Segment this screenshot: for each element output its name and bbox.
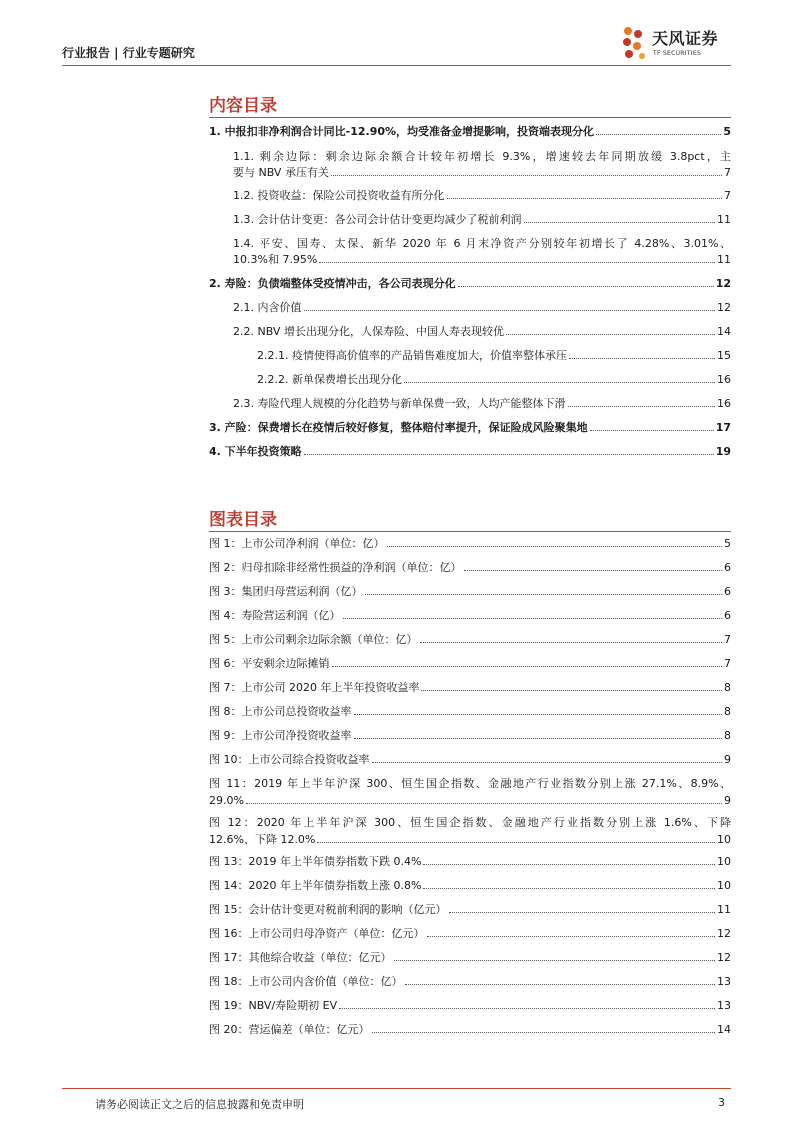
figure-entry-page[interactable]: 10 (717, 833, 731, 846)
toc-entry[interactable] (233, 253, 731, 267)
figure-entry-page[interactable]: 6 (724, 609, 731, 622)
leader-dots (458, 286, 714, 287)
toc-entry-page[interactable]: 16 (717, 373, 731, 386)
toc-entry-line[interactable]: 1.4. 平安、国寿、太保、新华 2020 年 6 月末净资产分别较年初增长了 4.28%、3.01%、 (233, 237, 731, 250)
leader-dots (365, 594, 723, 595)
toc-entry-text[interactable]: 2.3. 寿险代理人规模的分化趋势与新单保费一致，人均产能整体下滑 (233, 397, 566, 410)
figure-entry[interactable] (209, 561, 731, 575)
toc-entry-text[interactable]: 1.3. 会计估计变更：各公司会计估计变更均减少了税前利润 (233, 213, 522, 226)
leader-dots (506, 334, 715, 335)
leader-dots (387, 546, 723, 547)
toc-entry[interactable] (209, 277, 731, 291)
figure-entry-text[interactable]: 图 2：归母扣除非经常性损益的净利润（单位：亿） (209, 561, 462, 574)
toc-entry[interactable] (233, 166, 731, 180)
figure-entry[interactable] (209, 1023, 731, 1037)
toc-entry-text[interactable]: 10.3%和 7.95% (233, 253, 318, 266)
figure-entry[interactable] (209, 951, 731, 965)
toc-entry[interactable] (257, 349, 731, 363)
toc-entry-text[interactable]: 2. 寿险：负债端整体受疫情冲击，各公司表现分化 (209, 277, 456, 290)
figure-entry[interactable] (209, 609, 731, 623)
toc-entry-page[interactable]: 12 (715, 277, 731, 290)
figure-entry-page[interactable]: 8 (724, 705, 731, 718)
leader-dots (590, 430, 714, 431)
leader-dots (304, 454, 714, 455)
leader-dots (464, 570, 723, 571)
figure-entry-text[interactable]: 图 1：上市公司净利润（单位：亿） (209, 537, 385, 550)
leader-dots (405, 984, 716, 985)
figure-entry-text[interactable]: 图 15：会计估计变更对税前利润的影响（亿元） (209, 903, 447, 916)
figure-entry[interactable] (209, 794, 731, 808)
figure-entry-text[interactable]: 图 10：上市公司综合投资收益率 (209, 753, 370, 766)
leader-dots (246, 803, 722, 804)
report-category: 行业报告 | 行业专题研究 (62, 46, 195, 60)
figure-entry-text[interactable]: 12.6%、下降 12.0% (209, 833, 316, 846)
leader-dots (421, 690, 722, 691)
toc-entry-page[interactable]: 7 (724, 189, 731, 202)
leader-dots (332, 666, 723, 667)
figure-entry-page[interactable]: 10 (717, 855, 731, 868)
figure-entry[interactable] (209, 833, 731, 847)
toc-entry[interactable] (209, 125, 731, 139)
figure-entry-text[interactable]: 图 14：2020 年上半年债券指数上涨 0.8% (209, 879, 422, 892)
footer-divider (62, 1088, 731, 1089)
figure-entry[interactable] (209, 753, 731, 767)
figure-entry-page[interactable]: 14 (717, 1023, 731, 1036)
leader-dots (394, 960, 716, 961)
figure-entry-page[interactable]: 8 (724, 681, 731, 694)
toc-entry-text[interactable]: 2.2. NBV 增长出现分化，人保寿险、中国人寿表现较优 (233, 325, 504, 338)
figure-entry[interactable] (209, 879, 731, 893)
toc-entry-page[interactable]: 7 (724, 166, 731, 179)
leader-dots (372, 762, 723, 763)
figure-entry-text[interactable]: 图 3：集团归母营运利润（亿） (209, 585, 363, 598)
leader-dots (339, 1008, 715, 1009)
toc-entry-page[interactable]: 19 (715, 445, 731, 458)
toc-entry-page[interactable]: 12 (717, 301, 731, 314)
toc-title: 内容目录 (209, 96, 277, 116)
leader-dots (304, 310, 716, 311)
figure-entry-page[interactable]: 12 (717, 951, 731, 964)
toc-entry-text[interactable]: 2.2.1. 疫情使得高价值率的产品销售难度加大，价值率整体承压 (257, 349, 567, 362)
figure-entry-page[interactable]: 9 (724, 794, 731, 807)
figure-entry-text[interactable]: 29.0% (209, 794, 244, 807)
leader-dots (317, 842, 715, 843)
leader-dots (423, 864, 715, 865)
page-number: 3 (718, 1096, 725, 1109)
header-divider (62, 65, 731, 66)
toc-title-divider (209, 117, 731, 118)
figure-entry-page[interactable]: 12 (717, 927, 731, 940)
figures-title: 图表目录 (209, 510, 277, 530)
leader-dots (524, 222, 716, 223)
figure-entry-line[interactable]: 图 12：2020 年上半年沪深 300、恒生国企指数、金融地产行业指数分别上涨 1.6%、下降 (209, 816, 731, 829)
figure-entry[interactable] (209, 855, 731, 869)
toc-entry[interactable] (209, 445, 731, 459)
leader-dots (354, 714, 723, 715)
figure-entry[interactable] (209, 705, 731, 719)
leader-dots (596, 134, 721, 135)
leader-dots (404, 382, 715, 383)
figure-entry-text[interactable]: 图 7：上市公司 2020 年上半年投资收益率 (209, 681, 420, 694)
figure-entry-text[interactable]: 图 4：寿险营运利润（亿） (209, 609, 341, 622)
toc-entry-text[interactable]: 2.1. 内含价值 (233, 301, 302, 314)
figure-entry-text[interactable]: 图 18：上市公司内含价值（单位：亿） (209, 975, 403, 988)
figure-entry-page[interactable]: 13 (717, 999, 731, 1012)
leader-dots (319, 262, 715, 263)
figure-entry-page[interactable]: 9 (724, 753, 731, 766)
leader-dots (331, 175, 722, 176)
toc-entry-text[interactable]: 3. 产险：保费增长在疫情后较好修复，整体赔付率提升，保证险成风险聚集地 (209, 421, 588, 434)
toc-entry-page[interactable]: 15 (717, 349, 731, 362)
toc-entry[interactable] (233, 189, 731, 203)
figure-entry-line[interactable]: 图 11：2019 年上半年沪深 300、恒生国企指数、金融地产行业指数分别上涨 27.1%、8.9%、 (209, 777, 731, 790)
figure-entry[interactable] (209, 681, 731, 695)
brand-logo (622, 24, 734, 64)
figure-entry-page[interactable]: 13 (717, 975, 731, 988)
figure-entry-text[interactable]: 图 20：营运偏差（单位：亿元） (209, 1023, 370, 1036)
figure-entry-page[interactable]: 6 (724, 561, 731, 574)
figure-entry-page[interactable]: 5 (724, 537, 731, 550)
figure-entry-text[interactable]: 图 13：2019 年上半年债券指数下跌 0.4% (209, 855, 422, 868)
toc-entry-text[interactable]: 4. 下半年投资策略 (209, 445, 302, 458)
figure-entry-text[interactable]: 图 9：上市公司净投资收益率 (209, 729, 352, 742)
leader-dots (427, 936, 716, 937)
toc-entry-text[interactable]: 2.2.2. 新单保费增长出现分化 (257, 373, 402, 386)
figure-entry[interactable] (209, 633, 731, 647)
toc-entry-page[interactable]: 14 (717, 325, 731, 338)
figures-title-divider (209, 531, 731, 532)
figure-entry[interactable] (209, 903, 731, 917)
toc-entry-page[interactable]: 11 (717, 213, 731, 226)
toc-entry[interactable] (233, 325, 731, 339)
toc-entry[interactable] (233, 213, 731, 227)
toc-entry-text[interactable]: 1.2. 投资收益：保险公司投资收益有所分化 (233, 189, 445, 202)
leader-dots (420, 642, 723, 643)
figure-entry-text[interactable]: 图 16：上市公司归母净资产（单位：亿元） (209, 927, 425, 940)
leader-dots (569, 358, 715, 359)
leader-dots (423, 888, 715, 889)
figure-entry-text[interactable]: 图 8：上市公司总投资收益率 (209, 705, 352, 718)
logo-mark-icon (622, 26, 648, 60)
toc-entry-page[interactable]: 17 (715, 421, 731, 434)
figure-entry-text[interactable]: 图 6：平安剩余边际摊销 (209, 657, 330, 670)
figure-entry[interactable] (209, 729, 731, 743)
figure-entry-page[interactable]: 7 (724, 633, 731, 646)
figure-entry-page[interactable]: 10 (717, 879, 731, 892)
leader-dots (449, 912, 716, 913)
figure-entry-page[interactable]: 8 (724, 729, 731, 742)
toc-entry-text[interactable]: 1. 中报扣非净利润合计同比-12.90%，均受准备金增提影响，投资端表现分化 (209, 125, 595, 138)
toc-entry-line[interactable]: 1.1. 剩余边际：剩余边际余额合计较年初增长 9.3%，增速较去年同期放缓 3.8pct，主 (233, 150, 731, 163)
toc-entry-page[interactable]: 11 (717, 253, 731, 266)
leader-dots (568, 406, 716, 407)
figure-entry[interactable] (209, 927, 731, 941)
toc-entry-text[interactable]: 要与 NBV 承压有关 (233, 166, 329, 179)
figure-entry-page[interactable]: 7 (724, 657, 731, 670)
leader-dots (354, 738, 723, 739)
figure-entry[interactable] (209, 999, 731, 1013)
figure-entry[interactable] (209, 975, 731, 989)
figure-entry[interactable] (209, 585, 731, 599)
figure-entry-text[interactable]: 图 5：上市公司剩余边际余额（单位：亿） (209, 633, 418, 646)
figure-entry[interactable] (209, 537, 731, 551)
figure-entry-text[interactable]: 图 17：其他综合收益（单位：亿元） (209, 951, 392, 964)
toc-entry-page[interactable]: 16 (717, 397, 731, 410)
toc-entry[interactable] (233, 301, 731, 315)
leader-dots (372, 1032, 716, 1033)
figure-entry-text[interactable]: 图 19：NBV/寿险期初 EV (209, 999, 338, 1012)
leader-dots (447, 198, 723, 199)
logo-subtitle: TF SECURITIES (653, 50, 702, 57)
figure-entry-page[interactable]: 6 (724, 585, 731, 598)
toc-entry[interactable] (257, 373, 731, 387)
logo-name: 天风证券 (652, 29, 719, 48)
toc-entry[interactable] (209, 421, 731, 435)
footer-disclaimer: 请务必阅读正文之后的信息披露和免责申明 (95, 1098, 304, 1111)
figure-entry[interactable] (209, 657, 731, 671)
toc-entry[interactable] (233, 397, 731, 411)
figure-entry-page[interactable]: 11 (717, 903, 731, 916)
leader-dots (343, 618, 723, 619)
toc-entry-page[interactable]: 5 (723, 125, 731, 138)
